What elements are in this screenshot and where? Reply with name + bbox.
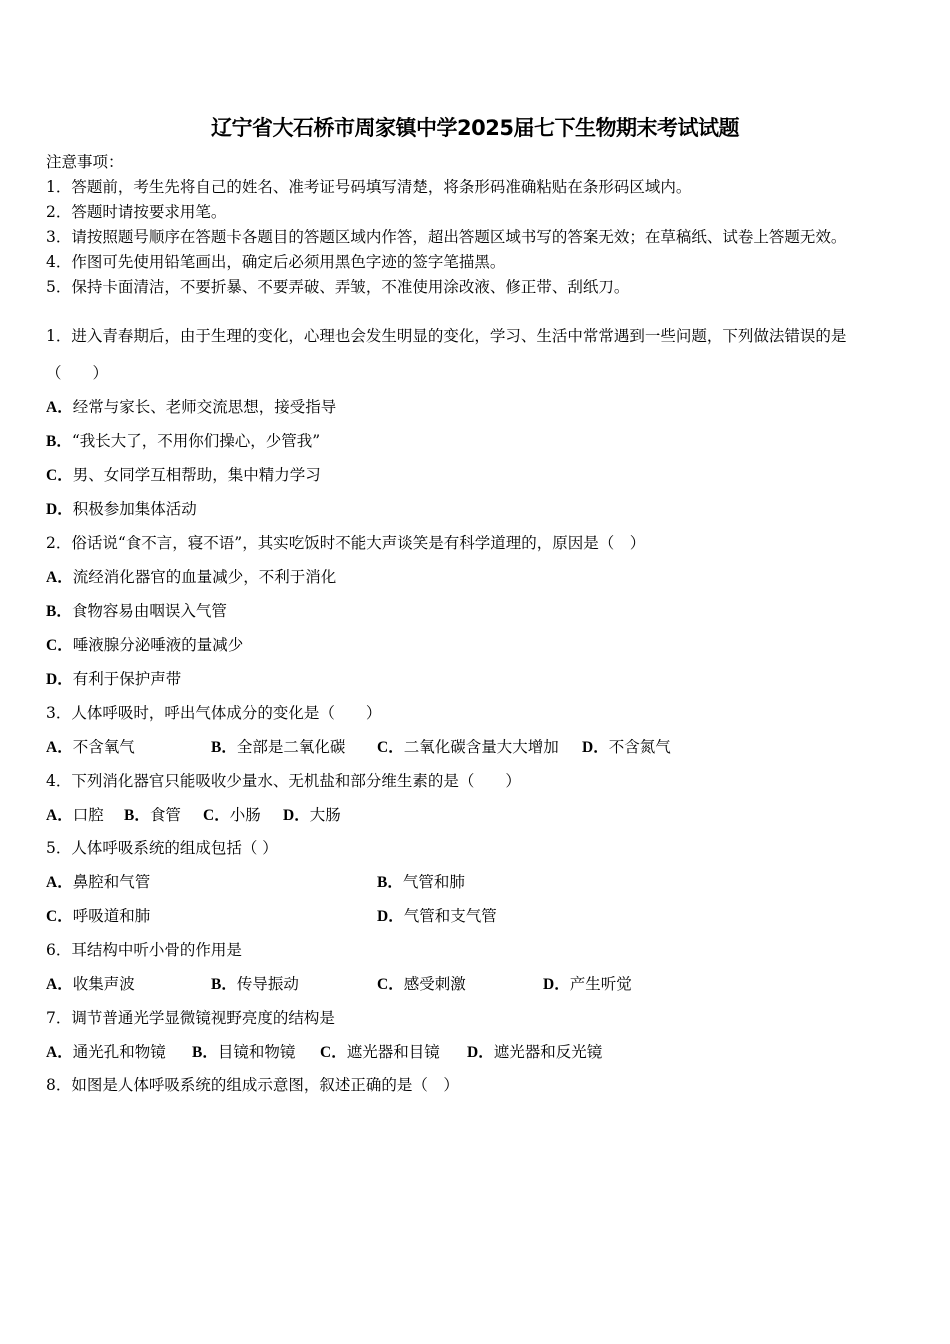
option-label: C． [46, 637, 73, 654]
option [46, 635, 243, 656]
option-label: B． [46, 433, 72, 450]
question-stem: 2．俗话说“食不言，寝不语”，其实吃饭时不能大声谈笑是有科学道理的，原因是（ ） [46, 534, 646, 552]
option-label: C． [46, 467, 73, 484]
option-label: B． [192, 1044, 218, 1061]
option-label: C． [46, 908, 73, 925]
option-text: 通光孔和物镜 [72, 1043, 166, 1061]
notice-item: 1．答题前，考生先将自己的姓名、准考证号码填写清楚，将条形码准确粘贴在条形码区域内。 [46, 178, 692, 196]
option-text: 小肠 [229, 806, 261, 824]
option-label: B． [211, 739, 237, 756]
option [46, 1042, 166, 1063]
question-stem: 3．人体呼吸时，呼出气体成分的变化是（ ） [46, 704, 382, 722]
notice-item: 3．请按照题号顺序在答题卡各题目的答题区域内作答，超出答题区域书写的答案无效；在草稿纸、试卷上答题无效。 [46, 228, 847, 246]
option-label: D． [543, 976, 570, 993]
option-text: 气管和肺 [402, 873, 465, 891]
option-text: 积极参加集体活动 [72, 500, 197, 518]
option [46, 499, 197, 520]
option-text: 传导振动 [236, 975, 299, 993]
option [543, 974, 632, 995]
option [46, 906, 150, 927]
option [46, 737, 135, 758]
option-label: A． [46, 807, 73, 824]
option-label: D． [46, 501, 73, 518]
option-text: 唾液腺分泌唾液的量减少 [72, 636, 244, 654]
question-stem: 6．耳结构中听小骨的作用是 [46, 941, 242, 959]
option-text: 全部是二氧化碳 [236, 738, 346, 756]
option-label: D． [582, 739, 609, 756]
notice-item: 5．保持卡面清洁，不要折暴、不要弄破、弄皱，不准使用涂改液、修正带、刮纸刀。 [46, 278, 630, 296]
option [192, 1042, 295, 1063]
option-label: D． [467, 1044, 494, 1061]
option-label: A． [46, 739, 73, 756]
option-text: 产生听觉 [569, 975, 632, 993]
option-label: D． [46, 671, 73, 688]
option-label: B． [211, 976, 237, 993]
option-text: 流经消化器官的血量减少，不利于消化 [72, 568, 337, 586]
option-label: D． [377, 908, 404, 925]
option-label: A． [46, 399, 73, 416]
option-text: 目镜和物镜 [217, 1043, 296, 1061]
page-title: 辽宁省大石桥市周家镇中学2025届七下生物期末考试试题 [211, 116, 739, 140]
option-text: 经常与家长、老师交流思想，接受指导 [72, 398, 337, 416]
option [46, 601, 227, 622]
option-text: 口腔 [72, 806, 104, 824]
option [377, 906, 497, 927]
option-label: A． [46, 569, 73, 586]
option [467, 1042, 602, 1063]
option-label: C． [203, 807, 230, 824]
option-text: “我长大了，不用你们操心，少管我” [71, 432, 321, 450]
question-stem: 1．进入青春期后，由于生理的变化，心理也会发生明显的变化，学习、生活中常常遇到一些问题，下列做法错误的是 [46, 327, 847, 345]
option [46, 805, 104, 826]
option-text: 不含氮气 [608, 738, 671, 756]
question-stem: 4．下列消化器官只能吸收少量水、无机盐和部分维生素的是（ ） [46, 772, 521, 790]
option-text: 遮光器和目镜 [346, 1043, 440, 1061]
option [46, 465, 321, 486]
option [582, 737, 671, 758]
option-text: 食管 [149, 806, 181, 824]
option-text: 不含氧气 [72, 738, 135, 756]
option-label: D． [283, 807, 310, 824]
notice-item: 2．答题时请按要求用笔。 [46, 203, 227, 221]
option-text: 大肠 [309, 806, 341, 824]
option-text: 二氧化碳含量大大增加 [403, 738, 559, 756]
answer-blank: （ ） [46, 364, 109, 382]
option [46, 431, 320, 452]
option-text: 鼻腔和气管 [72, 873, 151, 891]
option-text: 气管和支气管 [403, 907, 497, 925]
option-text: 呼吸道和肺 [72, 907, 151, 925]
option [46, 567, 336, 588]
option [377, 737, 559, 758]
option-text: 有利于保护声带 [72, 670, 182, 688]
option-label: B． [46, 603, 72, 620]
notice-heading: 注意事项： [46, 153, 124, 171]
notice-item: 4．作图可先使用铅笔画出，确定后必须用黑色字迹的签字笔描黑。 [46, 253, 506, 271]
option [211, 974, 299, 995]
option-label: A． [46, 874, 73, 891]
option-label: A． [46, 976, 73, 993]
option [283, 805, 341, 826]
option-label: C． [377, 739, 404, 756]
option [124, 805, 181, 826]
question-stem: 8．如图是人体呼吸系统的组成示意图，叙述正确的是（ ） [46, 1076, 459, 1094]
option-text: 男、女同学互相帮助，集中精力学习 [72, 466, 321, 484]
option-label: B． [124, 807, 150, 824]
option [377, 974, 466, 995]
option-text: 遮光器和反光镜 [493, 1043, 603, 1061]
option-label: C． [320, 1044, 347, 1061]
option [203, 805, 261, 826]
option [46, 397, 336, 418]
question-stem: 7．调节普通光学显微镜视野亮度的结构是 [46, 1009, 335, 1027]
option [377, 872, 465, 893]
option [320, 1042, 440, 1063]
option [46, 974, 135, 995]
question-stem: 5．人体呼吸系统的组成包括（ ） [46, 839, 278, 857]
option-text: 收集声波 [72, 975, 135, 993]
option-label: B． [377, 874, 403, 891]
option-text: 感受刺激 [403, 975, 466, 993]
option [46, 872, 150, 893]
option [46, 669, 181, 690]
option-label: A． [46, 1044, 73, 1061]
option [211, 737, 345, 758]
option-text: 食物容易由咽误入气管 [71, 602, 227, 620]
option-label: C． [377, 976, 404, 993]
